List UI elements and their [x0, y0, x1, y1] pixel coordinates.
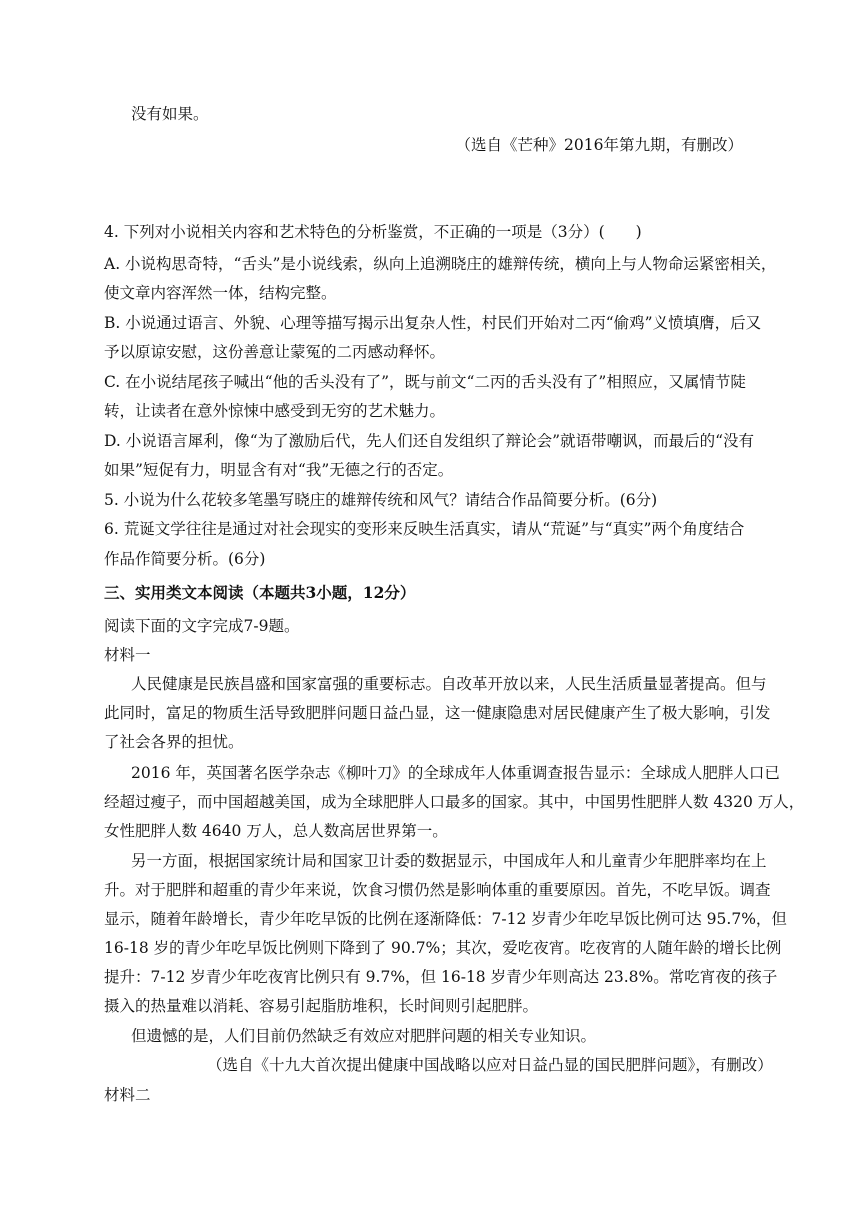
question-6-line-1: 6. 荒诞文学往往是通过对社会现实的变形来反映生活真实，请从“荒诞”与“真实”两个角度结合	[104, 520, 745, 538]
paragraph-1-line-2: 此同时，富足的物质生活导致肥胖问题日益凸显，这一健康隐患对居民健康产生了极大影响，引发	[104, 704, 771, 722]
paragraph-1-line-1: 人民健康是民族昌盛和国家富强的重要标志。自改革开放以来，人民生活质量显著提高。但与	[131, 675, 767, 693]
section-3-instruction: 阅读下面的文字完成7-9题。	[104, 617, 300, 635]
option-a-line-1: A. 小说构思奇特，“舌头”是小说线索，纵向上追溯晓庄的雄辩传统，横向上与人物命运紧密相关，	[104, 255, 777, 273]
material-1-source: （选自《十九大首次提出健康中国战略以应对日益凸显的国民肥胖问题》，有删改）	[207, 1056, 773, 1074]
option-b-line-2: 予以原谅安慰，这份善意让蒙冤的二丙感动释怀。	[104, 343, 446, 361]
paragraph-2-line-3: 女性肥胖人数 4640 万人，总人数高居世界第一。	[104, 822, 448, 840]
option-c-line-2: 转，让读者在意外惊悚中感受到无穷的艺术魅力。	[104, 402, 446, 420]
paragraph-3-line-6: 摄入的热量难以消耗、容易引起脂肪堆积，长时间则引起肥胖。	[104, 997, 539, 1015]
paragraph-4-line-1: 但遗憾的是，人们目前仍然缺乏有效应对肥胖问题的相关专业知识。	[131, 1027, 597, 1045]
option-b-line-1: B. 小说通过语言、外貌、心理等描写揭示出复杂人性，村民们开始对二丙“偷鸡”义愤填膺，后又	[104, 314, 762, 332]
option-d-line-1: D. 小说语言犀利，像“为了激励后代，先人们还自发组织了辩论会”就语带嘲讽，而最后的“没有	[104, 432, 755, 450]
paragraph-1-line-3: 了社会各界的担忧。	[104, 733, 244, 751]
option-c-line-1: C. 在小说结尾孩子喊出“他的舌头没有了”，既与前文“二丙的舌头没有了”相照应，又属情节陡	[104, 373, 746, 391]
question-5: 5. 小说为什么花较多笔墨写晓庄的雄辩传统和风气？请结合作品简要分析。(6分)	[104, 491, 658, 509]
option-a-line-2: 使文章内容浑然一体，结构完整。	[104, 284, 337, 302]
paragraph-3-line-2: 升。对于肥胖和超重的青少年来说，饮食习惯仍然是影响体重的重要原因。首先，不吃早饭。调查	[104, 881, 771, 899]
paragraph-3-line-5: 提升：7-12 岁青少年吃夜宵比例只有 9.7%，但 16-18 岁青少年则高达 23.8%。常吃宵夜的孩子	[104, 968, 778, 986]
paragraph-2-line-2: 经超过瘦子，而中国超越美国，成为全球肥胖人口最多的国家。其中，中国男性肥胖人数 4320 万人，	[104, 793, 805, 811]
paragraph-3-line-3: 显示，随着年龄增长，青少年吃早饭的比例在逐渐降低：7-12 岁青少年吃早饭比例可达 95.7%，但	[104, 910, 787, 928]
paragraph-3-line-4: 16-18 岁的青少年吃早饭比例则下降到了 90.7%；其次，爱吃夜宵。吃夜宵的人随年龄的增长比例	[104, 939, 782, 957]
paragraph-3-line-1: 另一方面，根据国家统计局和国家卫计委的数据显示，中国成年人和儿童青少年肥胖率均在上	[131, 852, 767, 870]
section-3-heading: 三、实用类文本阅读（本题共3小题，12分）	[104, 583, 416, 602]
question-6-line-2: 作品作简要分析。(6分)	[104, 550, 266, 568]
passage-end-line: 没有如果。	[131, 105, 209, 123]
material-2-label: 材料二	[104, 1086, 151, 1104]
material-1-label: 材料一	[104, 646, 151, 664]
paragraph-2-line-1: 2016 年，英国著名医学杂志《柳叶刀》的全球成年人体重调查报告显示：全球成人肥胖人口已	[131, 764, 780, 782]
option-d-line-2: 如果”短促有力，明显含有对“我”无德之行的否定。	[104, 461, 454, 479]
question-4-stem: 4. 下列对小说相关内容和艺术特色的分析鉴赏，不正确的一项是（3分）( )	[104, 223, 642, 241]
passage-source: （选自《芒种》2016年第九期，有删改）	[455, 136, 743, 154]
